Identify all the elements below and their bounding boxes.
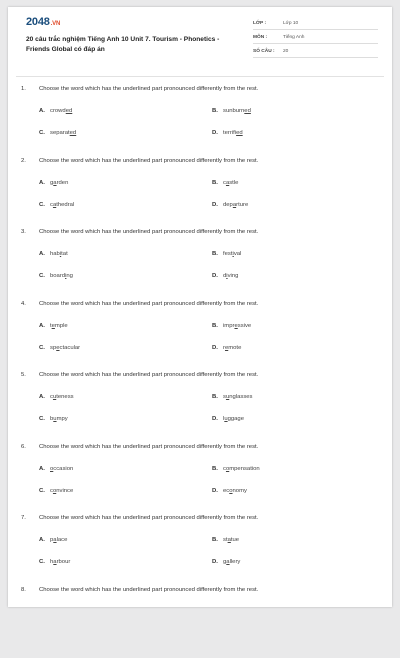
word-prefix: fest [223, 251, 233, 257]
word-prefix: g [50, 180, 53, 186]
option-word [223, 180, 238, 186]
answer-option[interactable] [39, 202, 74, 208]
question-text: Choose the word which has the underlined part pronounced differently from the rest. [39, 372, 258, 378]
question-number: 7. [21, 515, 39, 521]
underlined-part: e [52, 323, 55, 329]
option-letter: C. [39, 488, 50, 494]
underlined-part: a [53, 559, 56, 565]
underlined-part: a [53, 202, 56, 208]
option-letter: D. [212, 416, 223, 422]
word-prefix: crowd [50, 108, 66, 114]
question-stem [21, 301, 258, 307]
option-letter: A. [39, 323, 50, 329]
option-letter: B. [212, 394, 223, 400]
word-suffix: rden [57, 180, 69, 186]
option-word [223, 537, 239, 543]
option-letter: C. [39, 273, 50, 279]
word-prefix: c [223, 466, 226, 472]
meta-value: Tiếng Anh [283, 35, 304, 40]
question-item [8, 86, 392, 158]
option-word [50, 108, 72, 114]
answer-option[interactable] [39, 345, 80, 351]
option-letter: B. [212, 251, 223, 257]
answer-option[interactable] [212, 488, 247, 494]
option-letter: C. [39, 416, 50, 422]
underlined-part: ed [236, 130, 243, 136]
question-item [8, 515, 392, 587]
option-letter: D. [212, 559, 223, 565]
option-word [223, 394, 252, 400]
option-word [223, 323, 251, 329]
underlined-part: a [226, 180, 229, 186]
word-prefix: h [50, 559, 53, 565]
option-word [50, 466, 73, 472]
option-letter: B. [212, 537, 223, 543]
question-text: Choose the word which has the underlined part pronounced differently from the rest. [39, 229, 258, 235]
word-suffix: tat [61, 251, 68, 257]
option-letter: C. [39, 559, 50, 565]
word-prefix: separat [50, 130, 70, 136]
answer-option[interactable] [39, 273, 73, 279]
underlined-part: ed [66, 108, 73, 114]
meta-label: MÔN : [253, 35, 283, 40]
word-suffix: ccasion [53, 466, 73, 472]
question-text: Choose the word which has the underlined part pronounced differently from the rest. [39, 444, 258, 450]
option-letter: A. [39, 537, 50, 543]
option-letter: B. [212, 466, 223, 472]
answer-option[interactable] [39, 488, 73, 494]
word-suffix: stle [229, 180, 238, 186]
word-prefix: dep [223, 202, 233, 208]
meta-row-class [253, 18, 378, 30]
answer-option[interactable] [39, 466, 73, 472]
underlined-part: a [226, 559, 229, 565]
document-meta [253, 18, 378, 60]
word-suffix: mote [228, 345, 241, 351]
meta-label: LỚP : [253, 21, 283, 26]
underlined-part: i [226, 273, 227, 279]
question-item [8, 444, 392, 516]
word-prefix: board [50, 273, 65, 279]
underlined-part: a [228, 537, 231, 543]
option-letter: A. [39, 108, 50, 114]
option-letter: B. [212, 323, 223, 329]
option-letter: B. [212, 180, 223, 186]
word-suffix: mple [55, 323, 68, 329]
meta-row-subject [253, 32, 378, 44]
site-logo[interactable] [26, 16, 60, 28]
underlined-part: u [226, 394, 229, 400]
option-word [223, 488, 247, 494]
answer-option[interactable] [212, 323, 251, 329]
word-prefix: b [50, 416, 53, 422]
question-stem [21, 515, 258, 521]
question-number: 6. [21, 444, 39, 450]
word-prefix: ec [223, 488, 229, 494]
option-word [50, 345, 80, 351]
option-letter: C. [39, 345, 50, 351]
option-word [50, 537, 67, 543]
option-word [223, 345, 241, 351]
word-suffix: mpy [57, 416, 68, 422]
word-suffix: ving [228, 273, 239, 279]
question-number: 1. [21, 86, 39, 92]
answer-option[interactable] [212, 466, 260, 472]
option-letter: A. [39, 394, 50, 400]
underlined-part: ed [70, 130, 77, 136]
answer-option[interactable] [212, 108, 251, 114]
word-prefix: t [50, 323, 52, 329]
word-suffix: tue [231, 537, 239, 543]
word-prefix: c [50, 394, 53, 400]
answer-option[interactable] [39, 323, 68, 329]
answer-option[interactable] [212, 180, 238, 186]
question-list [8, 86, 392, 658]
word-suffix: nvince [56, 488, 73, 494]
word-prefix: r [223, 345, 225, 351]
word-suffix: teness [56, 394, 73, 400]
underlined-part: o [229, 488, 232, 494]
word-prefix: hab [50, 251, 60, 257]
underlined-part: o [53, 488, 56, 494]
option-letter: A. [39, 466, 50, 472]
option-word [223, 130, 243, 136]
underlined-part: u [224, 416, 227, 422]
word-suffix: nglasses [229, 394, 252, 400]
question-text: Choose the word which has the underlined part pronounced differently from the rest. [39, 515, 258, 521]
underlined-part: a [53, 537, 56, 543]
word-prefix: d [223, 273, 226, 279]
underlined-part: i [60, 251, 61, 257]
option-letter: C. [39, 130, 50, 136]
header-divider [16, 76, 384, 77]
meta-label: SỐ CÂU : [253, 49, 283, 54]
answer-option[interactable] [212, 394, 252, 400]
question-number: 3. [21, 229, 39, 235]
option-word [50, 251, 68, 257]
question-item [8, 229, 392, 301]
underlined-part: i [65, 273, 66, 279]
option-word [223, 108, 251, 114]
option-word [50, 323, 68, 329]
question-stem [21, 229, 258, 235]
word-prefix: sp [50, 345, 56, 351]
answer-option[interactable] [39, 394, 74, 400]
option-letter: B. [212, 108, 223, 114]
underlined-part: e [234, 323, 237, 329]
word-prefix: terrifi [223, 130, 236, 136]
question-stem [21, 372, 258, 378]
answer-option[interactable] [39, 537, 67, 543]
answer-option[interactable] [39, 180, 68, 186]
option-word [50, 130, 76, 136]
answer-option[interactable] [212, 559, 240, 565]
word-suffix: rture [236, 202, 248, 208]
question-item [8, 301, 392, 373]
answer-option[interactable] [212, 537, 239, 543]
option-word [223, 251, 241, 257]
word-suffix: thedral [56, 202, 74, 208]
question-stem [21, 444, 258, 450]
meta-value: 20 [283, 49, 288, 54]
option-letter: D. [212, 488, 223, 494]
underlined-part: o [50, 466, 53, 472]
option-word [223, 273, 238, 279]
option-word [50, 416, 68, 422]
word-suffix: ssive [238, 323, 251, 329]
answer-option[interactable] [212, 202, 248, 208]
question-item [8, 372, 392, 444]
option-word [223, 416, 244, 422]
word-prefix: g [223, 559, 226, 565]
question-stem [21, 587, 258, 593]
option-word [223, 559, 240, 565]
underlined-part: e [56, 345, 59, 351]
option-word [223, 202, 248, 208]
underlined-part: u [53, 416, 56, 422]
word-suffix: nomy [233, 488, 247, 494]
word-prefix: c [50, 488, 53, 494]
word-suffix: llery [230, 559, 241, 565]
answer-option[interactable] [39, 108, 72, 114]
answer-option[interactable] [212, 130, 243, 136]
word-prefix: l [223, 416, 224, 422]
answer-option[interactable] [212, 416, 244, 422]
answer-option[interactable] [39, 130, 76, 136]
underlined-part: ed [244, 108, 251, 114]
question-number: 4. [21, 301, 39, 307]
word-prefix: sunburn [223, 108, 244, 114]
logo-suffix-text: .VN [51, 21, 60, 27]
option-word [223, 466, 260, 472]
underlined-part: u [53, 394, 56, 400]
underlined-part: e [225, 345, 228, 351]
question-number: 5. [21, 372, 39, 378]
word-suffix: mpensation [229, 466, 259, 472]
document-page [8, 7, 392, 607]
option-word [50, 559, 70, 565]
document-title: 20 câu trắc nghiệm Tiếng Anh 10 Unit 7. Tourism - Phonetics - Friends Global có đáp án [26, 35, 231, 54]
option-letter: A. [39, 251, 50, 257]
word-prefix: st [223, 537, 228, 543]
word-suffix: ctacular [60, 345, 81, 351]
logo-main-text: 2048 [26, 16, 50, 28]
option-word [50, 202, 74, 208]
word-suffix: ggage [228, 416, 244, 422]
answer-option[interactable] [212, 251, 241, 257]
option-letter: D. [212, 202, 223, 208]
underlined-part: a [233, 202, 236, 208]
option-letter: D. [212, 130, 223, 136]
option-letter: C. [39, 202, 50, 208]
word-prefix: c [223, 180, 226, 186]
meta-row-count [253, 46, 378, 58]
question-text: Choose the word which has the underlined part pronounced differently from the rest. [39, 587, 258, 593]
word-prefix: impr [223, 323, 234, 329]
answer-option[interactable] [39, 251, 68, 257]
answer-option[interactable] [212, 273, 238, 279]
question-number: 8. [21, 587, 39, 593]
underlined-part: o [226, 466, 229, 472]
word-suffix: val [234, 251, 242, 257]
word-prefix: s [223, 394, 226, 400]
question-text: Choose the word which has the underlined part pronounced differently from the rest. [39, 158, 258, 164]
underlined-part: a [53, 180, 56, 186]
answer-option[interactable] [212, 345, 241, 351]
answer-option[interactable] [39, 559, 70, 565]
question-text: Choose the word which has the underlined part pronounced differently from the rest. [39, 301, 258, 307]
option-word [50, 488, 73, 494]
word-suffix: ng [66, 273, 73, 279]
word-suffix: rbour [57, 559, 71, 565]
option-word [50, 273, 73, 279]
word-prefix: c [50, 202, 53, 208]
answer-option[interactable] [39, 416, 68, 422]
question-text: Choose the word which has the underlined part pronounced differently from the rest. [39, 86, 258, 92]
option-letter: D. [212, 273, 223, 279]
question-number: 2. [21, 158, 39, 164]
option-word [50, 394, 74, 400]
question-stem [21, 86, 258, 92]
word-prefix: p [50, 537, 53, 543]
question-item [8, 587, 392, 658]
option-letter: A. [39, 180, 50, 186]
word-suffix: lace [57, 537, 68, 543]
option-word [50, 180, 68, 186]
meta-value: Lớp 10 [283, 21, 298, 26]
question-item [8, 158, 392, 230]
option-letter: D. [212, 345, 223, 351]
question-stem [21, 158, 258, 164]
underlined-part: i [233, 251, 234, 257]
